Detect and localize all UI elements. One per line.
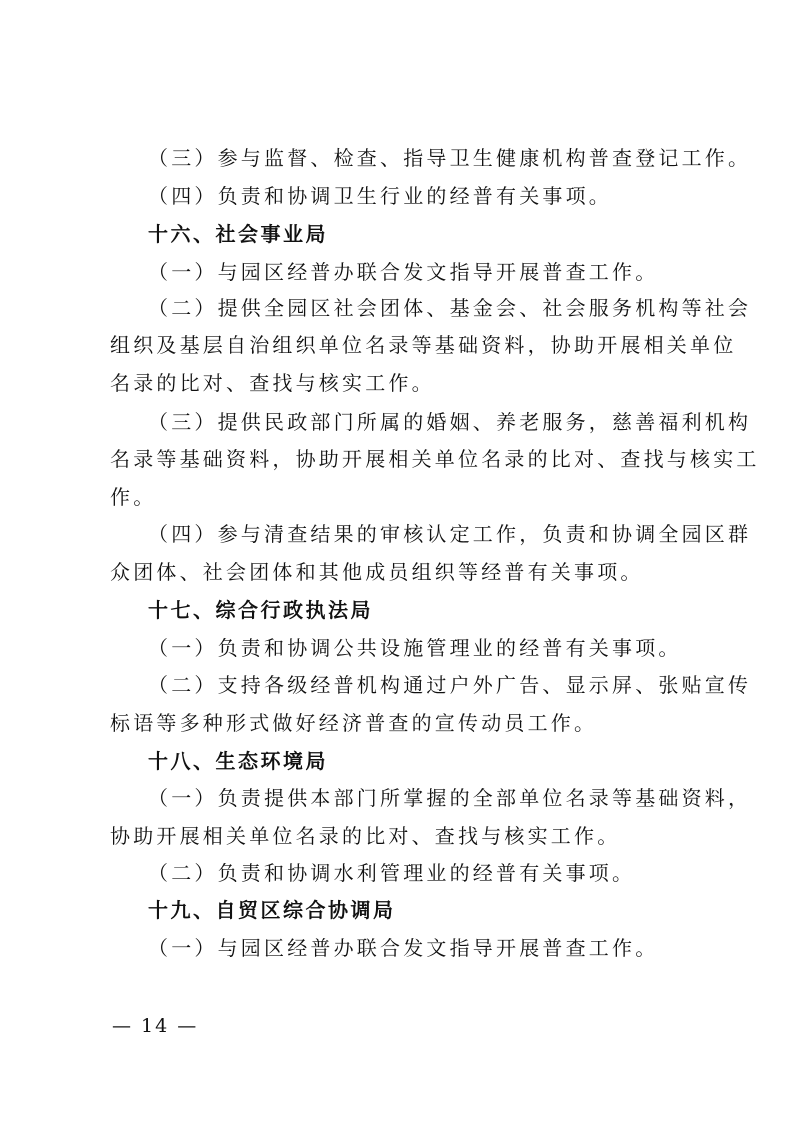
paragraph-line: （三）参与监督、检查、指导卫生健康机构普查登记工作。 <box>148 146 752 170</box>
paragraph-line: （二）支持各级经普机构通过户外广告、显示屏、张贴宣传 <box>148 673 752 697</box>
paragraph-line: 众团体、社会团体和其他成员组织等经普有关事项。 <box>110 560 644 584</box>
paragraph-line: 标语等多种形式做好经济普查的宣传动员工作。 <box>110 711 598 735</box>
paragraph-line: 名录等基础资料，协助开展相关单位名录的比对、查找与核实工 <box>110 447 760 471</box>
paragraph-line: （一）与园区经普办联合发文指导开展普查工作。 <box>148 936 659 960</box>
paragraph-line: 作。 <box>110 485 157 509</box>
paragraph-line: （一）与园区经普办联合发文指导开展普查工作。 <box>148 260 659 284</box>
page-number: — 14 — <box>112 1015 199 1037</box>
paragraph-line: 协助开展相关单位名录的比对、查找与核实工作。 <box>110 824 621 848</box>
paragraph-line: （四）参与清查结果的审核认定工作，负责和协调全园区群 <box>148 522 752 546</box>
paragraph-line: （三）提供民政部门所属的婚姻、养老服务，慈善福利机构 <box>148 410 752 434</box>
section-heading: 十七、综合行政执法局 <box>148 598 373 622</box>
paragraph-line: （一）负责提供本部门所掌握的全部单位名录等基础资料， <box>148 786 752 810</box>
paragraph-line: （二）负责和协调水利管理业的经普有关事项。 <box>148 861 636 885</box>
paragraph-line: （一）负责和协调公共设施管理业的经普有关事项。 <box>148 636 682 660</box>
paragraph-line: （四）负责和协调卫生行业的经普有关事项。 <box>148 184 612 208</box>
section-heading: 十八、生态环境局 <box>148 749 328 773</box>
paragraph-line: 名录的比对、查找与核实工作。 <box>110 371 435 395</box>
paragraph-line: 组织及基层自治组织单位名录等基础资料，协助开展相关单位 <box>110 333 737 357</box>
section-heading: 十九、自贸区综合协调局 <box>148 898 396 922</box>
section-heading: 十六、社会事业局 <box>148 222 328 246</box>
paragraph-line: （二）提供全园区社会团体、基金会、社会服务机构等社会 <box>148 296 752 320</box>
